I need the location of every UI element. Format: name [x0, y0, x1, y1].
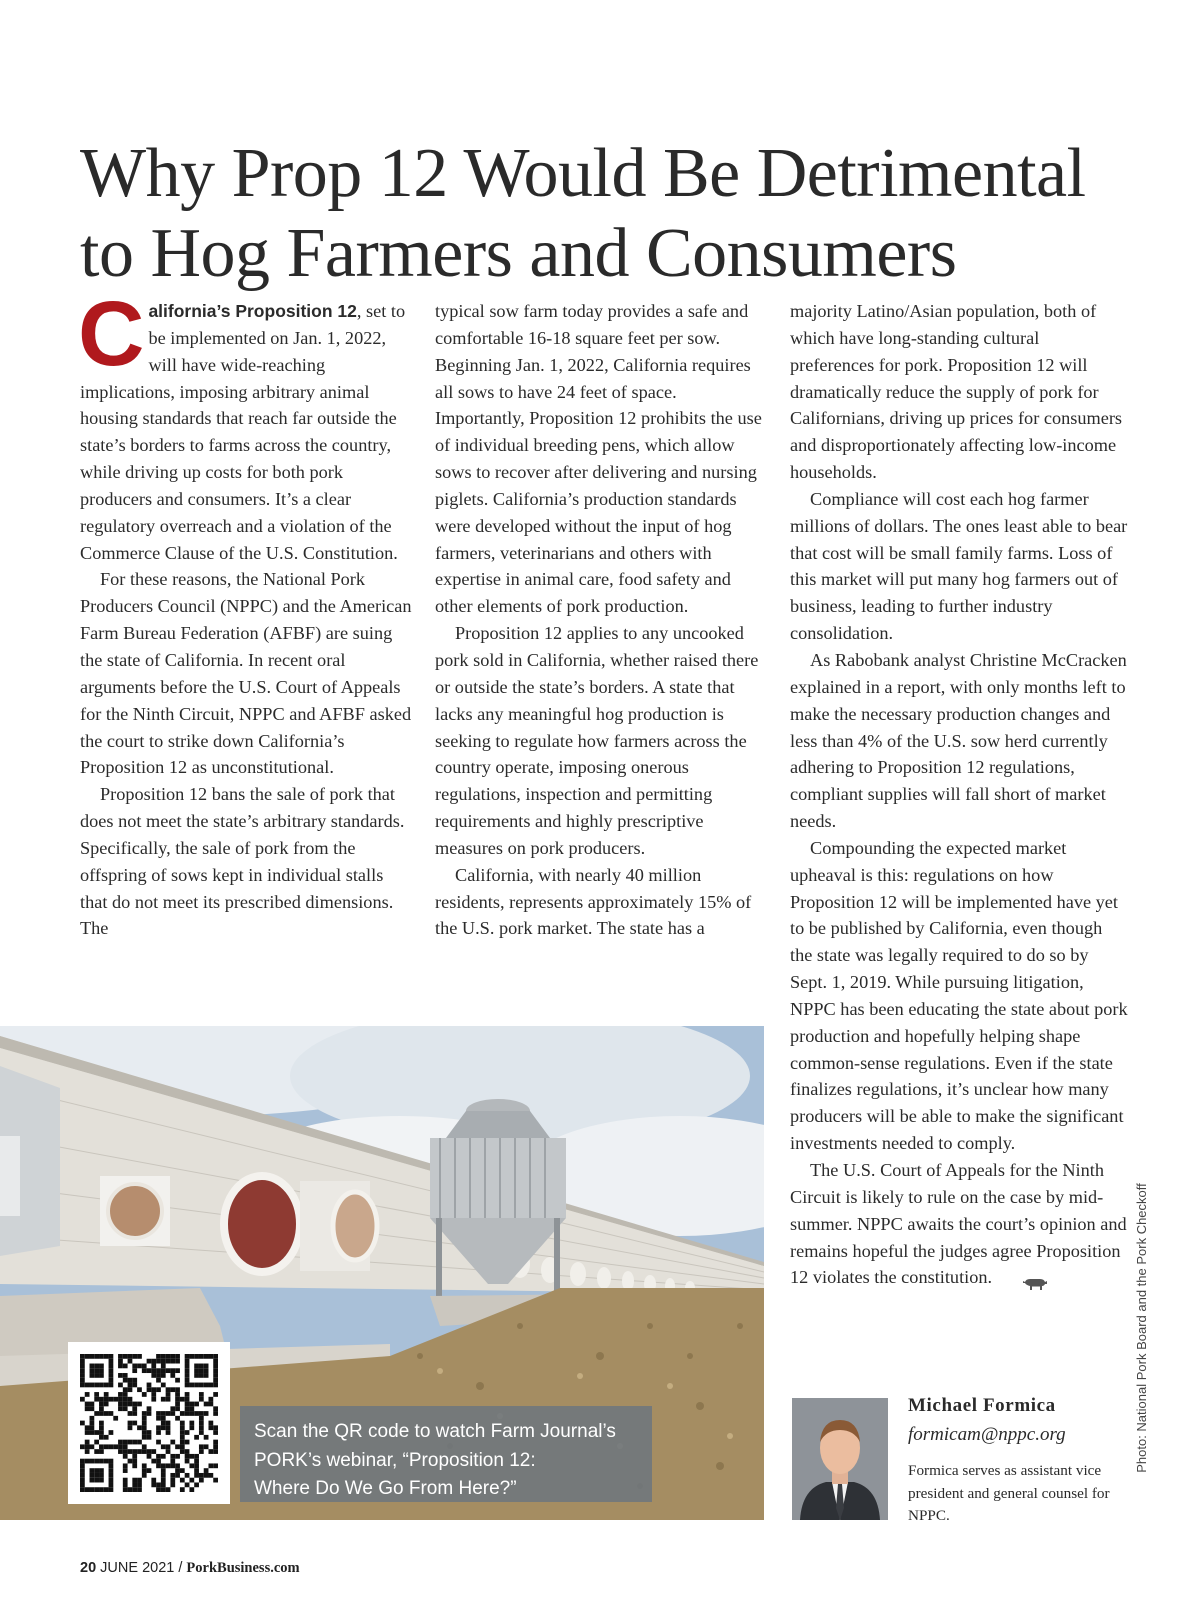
- article-paragraph: typical sow farm today provides a safe and comfortable 16-18 square feet per sow. Beginning Jan. 1, 2022, California requires all sows to have 24 feet of space. Importantly, Proposition 12 prohibits the use of individual breeding pens, which allow sows to recover after delivering and nursing piglets. California’s production standards were developed without the input of hog farmers, veterinarians and others with expertise in animal care, food safety and other elements of pork production.: [435, 301, 762, 617]
- article-paragraph: majority Latino/Asian population, both of which have long-standing cultural preferences for pork. Proposition 12 will dramatically reduce the supply of pork for Californians, driving up prices for consumers and disproportionately affecting low-income households.: [790, 301, 1123, 483]
- site-name[interactable]: PorkBusiness.com: [186, 1560, 300, 1576]
- caption-line: Where Do We Go From Here?”: [254, 1478, 517, 1499]
- article-paragraph: California, with nearly 40 million residents, represents approximately 15% of the U.S. pork market. The state has a: [435, 864, 752, 939]
- page-number: 20: [80, 1560, 97, 1576]
- drop-cap: C: [78, 283, 145, 385]
- paragraph-text: , set to be implemented on Jan. 1, 2022, will have wide-reaching implications, imposing arbitrary animal housing standards that reach far outside the state’s borders to farms across the country, while driving up costs for both pork producers and consumers. It’s a clear regulatory overreach and a violation of the Commerce Clause of the U.S. Constitution.: [80, 301, 406, 563]
- article-column-3: [790, 298, 1128, 1291]
- photo-credit: Photo: National Pork Board and the Pork Checkoff: [1134, 1183, 1149, 1473]
- article-paragraph: Proposition 12 applies to any uncooked pork sold in California, whether raised there or outside the state’s borders. A state that lacks any meaningful hog production is seeking to regulate how farmers across the country operate, imposing onerous regulations, inspection and permitting requirements and highly prescriptive measures on pork producers.: [435, 623, 759, 858]
- qr-caption: [240, 1406, 652, 1502]
- pig-icon: [1002, 1272, 1028, 1286]
- article-headline: Why Prop 12 Would Be Detrimental to Hog Farmers and Consumers: [80, 135, 1086, 292]
- article-paragraph: Compounding the expected market upheaval is this: regulations on how Proposition 12 will be implemented have yet to be published by California, even though the state was legally required to do so by Sept. 1, 2019. While pursuing litigation, NPPC has been educating the state about pork production and hopefully helping shape common-sense regulations. Even if the state finalizes regulations, it’s unclear how many producers will be able to make the significant investments needed to comply.: [790, 837, 1128, 1154]
- lead-in: alifornia’s Proposition 12: [148, 301, 357, 321]
- article-paragraph: [78, 283, 412, 566]
- article-paragraph: Compliance will cost each hog farmer millions of dollars. The ones least able to bear that cost will be small family farms. Loss of this market will put many hog farmers out of business, leading to further industry consolidation.: [790, 488, 1128, 644]
- qr-code[interactable]: [68, 1342, 230, 1504]
- author-name: Michael Formica: [908, 1395, 1056, 1416]
- footer-separator: /: [178, 1560, 183, 1576]
- paragraph-text: The U.S. Court of Appeals for the Ninth Circuit is likely to rule on the case by mid-summer. NPPC awaits the court’s opinion and remains hopeful the judges agree Proposition 12 violates the constitution.: [790, 1160, 1127, 1288]
- page-footer: [80, 1560, 300, 1577]
- author-email[interactable]: formicam@nppc.org: [908, 1424, 1066, 1445]
- author-photo: [792, 1398, 888, 1520]
- article-paragraph: As Rabobank analyst Christine McCracken explained in a report, with only months left to make the necessary production changes and less than 4% of the U.S. sow herd currently adhering to Proposition 12 regulations, compliant supplies will fall short of market needs.: [790, 649, 1127, 832]
- caption-line: PORK’s webinar, “Proposition 12:: [254, 1449, 536, 1471]
- author-bio: Formica serves as assistant vice president and general counsel for NPPC.: [908, 1462, 1110, 1525]
- article-paragraph: Proposition 12 bans the sale of pork that does not meet the state’s arbitrary standards. Specifically, the sale of pork from the offspring of sows kept in individual stalls that do not meet its prescribed dimensions. The: [80, 784, 405, 939]
- article-column-1: [78, 283, 412, 942]
- qr-code-icon: [80, 1354, 218, 1492]
- article-paragraph: For these reasons, the National Pork Producers Council (NPPC) and the American Farm Bureau Federation (AFBF) are suing the state of California. In recent oral arguments before the U.S. Court of Appeals for the Ninth Circuit, NPPC and AFBF asked the court to strike down California’s Proposition 12 as unconstitutional.: [80, 569, 412, 778]
- article-paragraph: [790, 1157, 1128, 1291]
- article-column-2: [435, 298, 767, 942]
- caption-line: Scan the QR code to watch Farm Journal’s: [254, 1421, 616, 1442]
- issue-date: JUNE 2021: [100, 1560, 175, 1576]
